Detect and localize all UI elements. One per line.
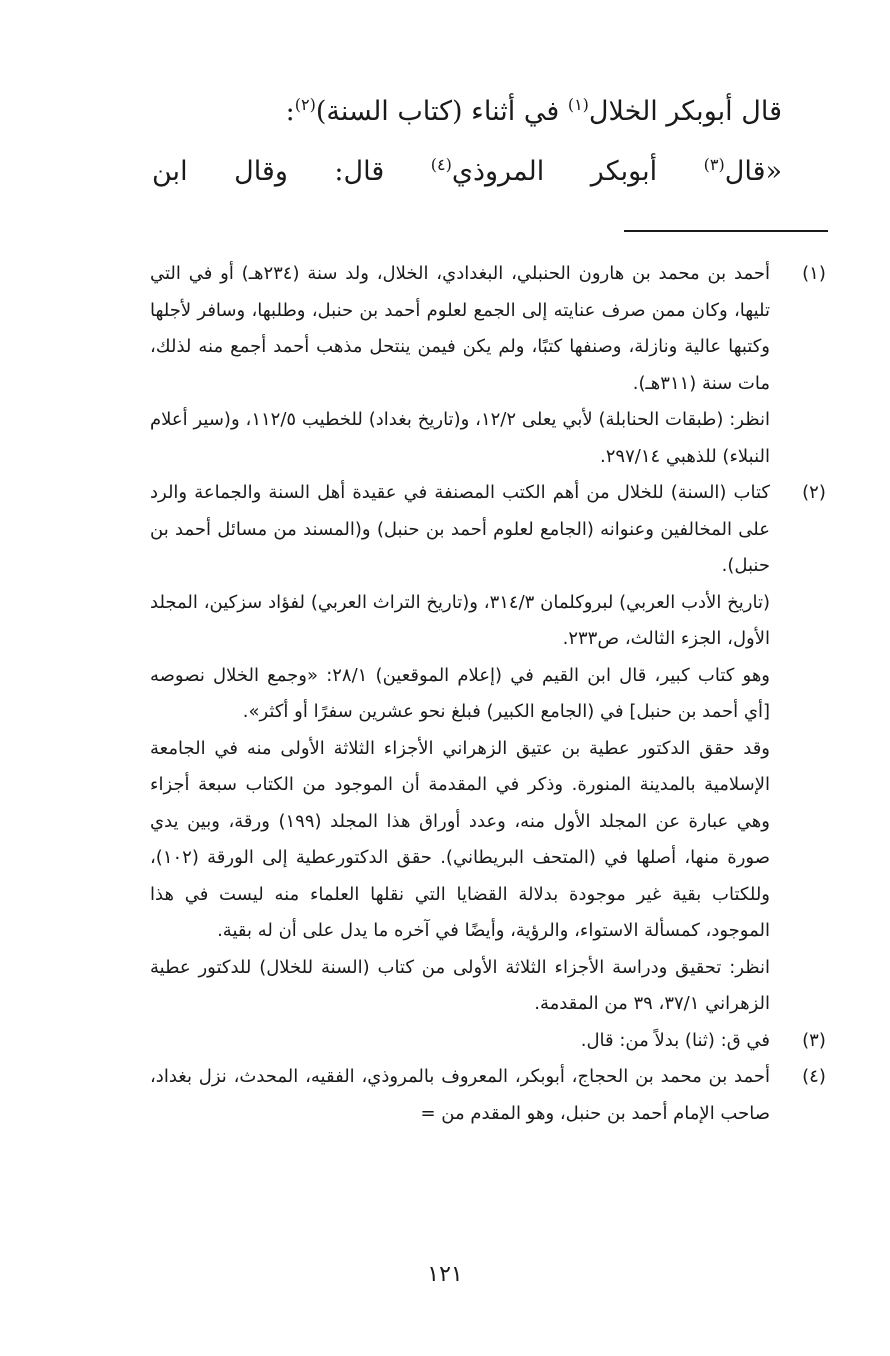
- footnote-2: [150, 475, 840, 1023]
- footnote-paragraph: وهو كتاب كبير، قال ابن القيم في (إعلام الموقعين) ٢٨/١: «وجمع الخلال نصوصه [أي أحمد بن حنبل] في (الجامع الكبير) فبلغ نحو عشرين سفرًا أو أكثر».: [150, 664, 770, 722]
- footnote-separator-rule: [624, 230, 828, 232]
- footnote-paragraph: في ق: (ثنا) بدلاً من: قال.: [580, 1029, 770, 1051]
- footnote-number: (٣): [802, 1029, 826, 1051]
- footnote-reference-2[interactable]: (٢): [294, 95, 316, 114]
- footnote-3: [150, 1023, 840, 1060]
- main-text-segment: قال أبوبكر الخلال: [588, 96, 782, 127]
- footnote-paragraph: (تاريخ الأدب العربي) لبروكلمان ٣١٤/٣، و(تاريخ التراث العربي) لفؤاد سزكين، المجلد الأول، الجزء الثالث، ص٢٣٣.: [150, 591, 771, 649]
- footnotes-section: [150, 256, 840, 1132]
- footnote-number: (١): [802, 263, 826, 284]
- footnote-1: [150, 256, 840, 475]
- main-text-segment: قال: وقال ابن: [152, 156, 431, 187]
- main-text: [152, 82, 782, 202]
- footnote-paragraph: وقد حقق الدكتور عطية بن عتيق الزهراني الأجزاء الثلاثة الأولى منه في الجامعة الإسلامية بالمدينة المنورة. وذكر في المقدمة أن الموجود من الكتاب سبعة أجزاء وهي عبارة عن المجلد الأول منه، وعدد أوراق هذا المجلد (١٩٩) ورقة، وبين يدي صورة منها، أصلها في (المتحف البريطاني). حقق الدكتورعطية إلى الورقة (١٠٢)، وللكتاب بقية غير موجودة بدلالة القضايا التي نقلها العلماء منه ليست في هذا الموجود، كمسألة الاستواء، والرؤية، وأيضًا في آخره ما يدل على أن له بقية.: [150, 737, 770, 941]
- footnote-paragraph: انظر: تحقيق ودراسة الأجزاء الثلاثة الأولى من كتاب (السنة للخلال) للدكتور عطية الزهراني ٣٧/١، ٣٩ من المقدمة.: [150, 956, 770, 1014]
- footnote-paragraph: كتاب (السنة) للخلال من أهم الكتب المصنفة في عقيدة أهل السنة والجماعة والرد على المخالفين وعنوانه (الجامع لعلوم أحمد بن حنبل) و(المسند من مسائل أحمد بن حنبل).: [150, 482, 770, 576]
- main-text-line-1: [152, 82, 782, 142]
- main-text-segment: :: [285, 96, 295, 127]
- page-number: ١٢١: [427, 1262, 463, 1287]
- footnote-paragraph: أحمد بن محمد بن الحجاج، أبوبكر، المعروف بالمروذي، الفقيه، المحدث، نزل بغداد، صاحب الإمام أحمد بن حنبل، وهو المقدم من =: [150, 1066, 770, 1124]
- footnote-paragraph: انظر: (طبقات الحنابلة) لأبي يعلى ١٢/٢، و(تاريخ بغداد) للخطيب ١١٢/٥، و(سير أعلام النبلاء) للذهبي ٢٩٧/١٤.: [150, 409, 770, 467]
- main-text-segment: أبوبكر المروذي: [451, 156, 704, 187]
- footnote-reference-3[interactable]: (٣): [703, 155, 725, 174]
- footnote-reference-1[interactable]: (١): [567, 95, 589, 114]
- footnote-number: (٢): [802, 482, 826, 503]
- main-text-line-2: [152, 142, 782, 202]
- footnote-number: (٤): [802, 1066, 826, 1087]
- main-text-segment: «قال: [724, 156, 782, 187]
- main-text-segment: في أثناء (كتاب السنة): [315, 96, 568, 127]
- footnote-4: [150, 1059, 840, 1132]
- footnote-reference-4[interactable]: (٤): [430, 155, 452, 174]
- footnote-paragraph: أحمد بن محمد بن هارون الحنبلي، البغدادي، الخلال، ولد سنة (٢٣٤هـ) أو في التي تليها، وكان ممن صرف عنايته إلى الجمع لعلوم أحمد بن حنبل، وطلبها، وسافر لأجلها وكتبها عالية ونازلة، وصنفها كتبًا، ولم يكن فيمن ينتحل مذهب أحمد أجمع منه لذلك، مات سنة (٣١١هـ).: [150, 263, 770, 394]
